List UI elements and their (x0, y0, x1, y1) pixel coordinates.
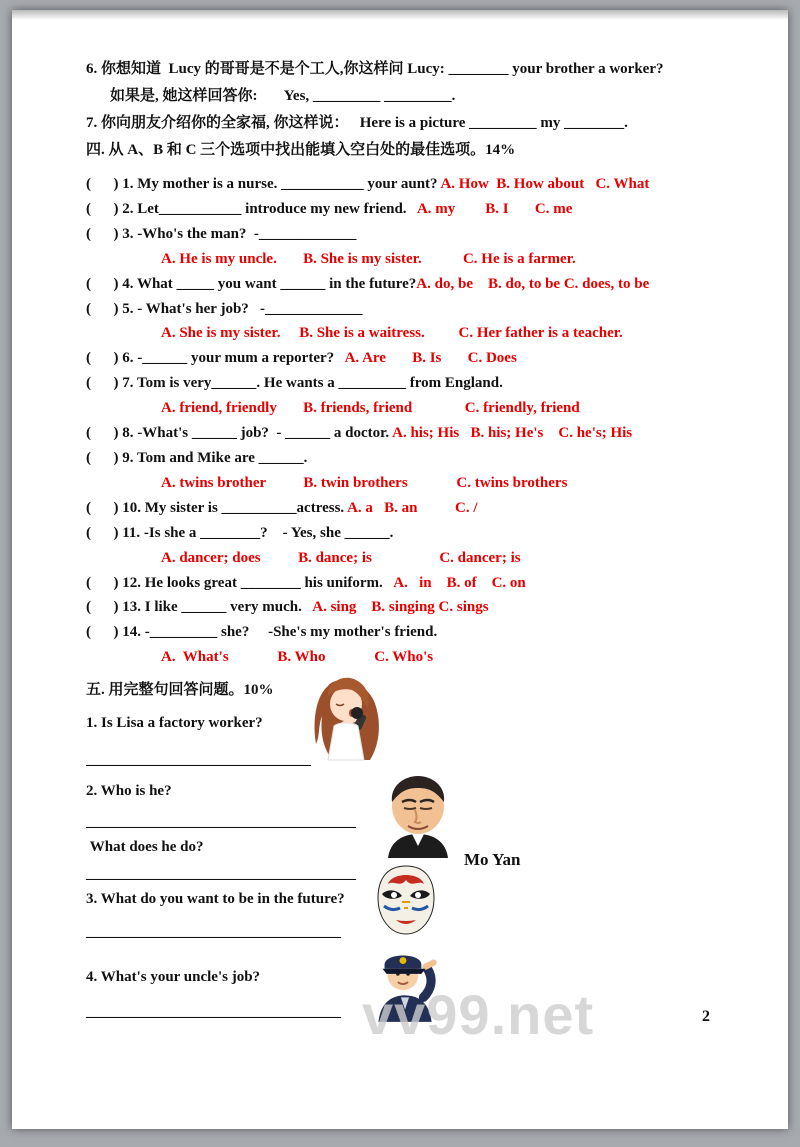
question-text: 2. Who is he? (86, 783, 172, 800)
answer-options-text: A. sing B. singing C. sings (312, 599, 489, 616)
document-page (12, 10, 788, 1129)
mcq-7 (86, 371, 758, 396)
page-number: 2 (702, 1008, 710, 1025)
question-text: ( ) 4. What _____ you want ______ in the future? (86, 275, 417, 292)
question-text: 6. 你想知道 Lucy 的哥哥是不是个工人,你这样问 Lucy: ________ your brother a worker? (86, 61, 664, 77)
question-text: __________________________________ (86, 1004, 341, 1021)
question-text: 1. Is Lisa a factory worker? (86, 715, 263, 732)
singer-image (298, 666, 394, 764)
mcq-14 (86, 620, 758, 645)
mcq-7-options (86, 396, 758, 421)
mcq-8 (86, 421, 758, 446)
question-text: ( ) 5. - What's her job? -_____________ (86, 300, 363, 317)
question-text: ( ) 8. -What's ______ job? - ______ a doctor. (86, 425, 393, 442)
answer-options-text: A. do, be B. do, to be C. does, to be (416, 275, 650, 292)
mo-yan-image (374, 772, 462, 858)
answer-options-text: A. friend, friendly B. friends, friend C. friendly, friend (161, 400, 580, 417)
mcq-13 (86, 595, 758, 620)
answer-options-text: A. How B. How about C. What (440, 176, 650, 192)
s5-answer-blank-1 (86, 748, 758, 773)
mcq-6 (86, 346, 758, 371)
section-4-title (86, 137, 758, 164)
answer-options-text: A. dancer; does B. dance; is C. dancer; is (161, 549, 521, 566)
answer-options-text: A. a B. an C. / (347, 499, 478, 516)
police-officer-illustration (360, 938, 450, 1022)
mcq-3 (86, 222, 758, 247)
question-text: ( ) 12. He looks great ________ his uniform. (86, 574, 394, 591)
answer-options-text: A. twins brother B. twin brothers C. twins brothers (161, 474, 568, 491)
question-6-line-1 (86, 56, 758, 83)
mcq-5-options (86, 321, 758, 346)
mcq-1 (86, 172, 758, 197)
question-text: ( ) 6. -______ your mum a reporter? (86, 350, 345, 367)
answer-options-text: A. in B. of C. on (393, 574, 526, 591)
mcq-3-options (86, 247, 758, 272)
mcq-11 (86, 521, 758, 546)
mo-yan-portrait (374, 772, 462, 858)
question-text: ( ) 14. -_________ she? -She's my mother's friend. (86, 624, 438, 641)
mcq-10 (86, 496, 758, 521)
question-text: 如果是, 她这样回答你: Yes, _________ _________. (110, 88, 456, 104)
singer-illustration (298, 666, 394, 764)
opera-mask-illustration (368, 862, 444, 938)
mcq-2 (86, 197, 758, 222)
answer-options-text: A. What's B. Who C. Who's (161, 649, 434, 666)
question-text: 4. What's your uncle's job? (86, 969, 261, 986)
mcq-14-options (86, 645, 758, 670)
mcq-11-options (86, 546, 758, 571)
question-text: ( ) 11. -Is she a ________? - Yes, she ______. (86, 524, 394, 541)
mcq-9-options (86, 471, 758, 496)
fill-in-questions-block (86, 56, 758, 164)
question-text: ( ) 7. Tom is very______. He wants a _________ from England. (86, 375, 503, 392)
answer-options-text: A. his; His B. his; He's C. he's; His (392, 425, 633, 442)
question-text: ______________________________ (86, 752, 311, 769)
question-text: 7. 你向朋友介绍你的全家福, 你这样说： Here is a picture _________ my ________. (86, 115, 628, 131)
section-5-title: 五. 用完整句回答问题。10% (86, 682, 274, 699)
question-text: ( ) 1. My mother is a nurse. ___________ your aunt? (86, 176, 441, 192)
question-7-line (86, 110, 758, 137)
mcq-4 (86, 272, 758, 297)
question-text: ( ) 9. Tom and Mike are ______. (86, 449, 308, 466)
question-text: ( ) 3. -Who's the man? -_____________ (86, 225, 357, 242)
question-text: 3. What do you want to be in the future? (86, 891, 345, 908)
answer-options-text: A. Are B. Is C. Does (344, 350, 517, 367)
mcq-5 (86, 297, 758, 322)
answer-options-text: A. my B. I C. me (416, 200, 573, 217)
question-text: ____________________________________ (86, 814, 356, 831)
mo-yan-caption: Mo Yan (464, 850, 521, 869)
mcq-12 (86, 571, 758, 596)
question-text: ( ) 10. My sister is __________actress. (86, 499, 348, 516)
question-6-line-2 (86, 83, 758, 110)
question-text: __________________________________ (86, 924, 341, 941)
multiple-choice-section (86, 172, 758, 670)
answer-options-text: A. She is my sister. B. She is a waitress. C. Her father is a teacher. (161, 325, 623, 342)
question-text: ( ) 13. I like ______ very much. (86, 599, 313, 616)
mcq-9 (86, 446, 758, 471)
police-officer-image (360, 938, 450, 1022)
watermark: vv99.net (362, 983, 595, 1046)
question-text: ____________________________________ (86, 866, 356, 883)
question-text: 四. 从 A、B 和 C 三个选项中找出能填入空白处的最佳选项。14% (86, 142, 516, 158)
answer-options-text: A. He is my uncle. B. She is my sister. C. He is a farmer. (161, 250, 576, 267)
s5-question-1 (86, 711, 758, 736)
opera-mask-image (368, 862, 444, 938)
question-text: ( ) 2. Let___________ introduce my new friend. (86, 200, 417, 217)
question-text: What does he do? (86, 839, 204, 856)
